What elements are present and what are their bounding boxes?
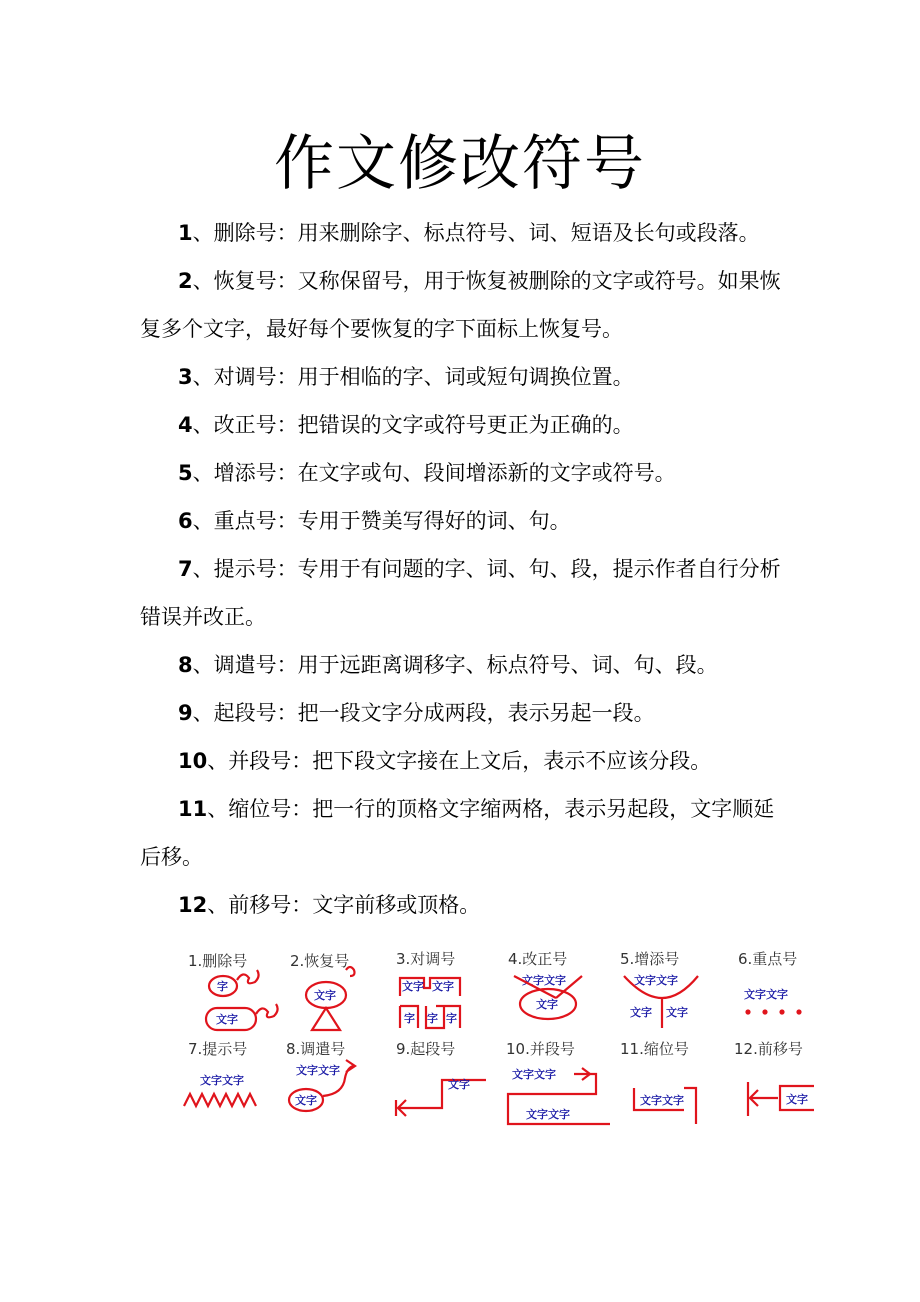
list-item: [140, 785, 790, 881]
symbol-label: 1.删除号: [188, 952, 248, 970]
item-number: 8: [178, 653, 193, 677]
indent-mark-icon: [634, 1088, 696, 1124]
sample-word: 文字: [314, 989, 336, 1002]
swap-mark-icon: [400, 978, 460, 1028]
sample-word: 文字文字: [522, 974, 566, 987]
list-item: [140, 353, 790, 401]
symbol-label: 11.缩位号: [620, 1040, 689, 1058]
list-item: [140, 449, 790, 497]
sample-word: 文字文字: [296, 1064, 340, 1077]
symbol-label: 12.前移号: [734, 1040, 803, 1058]
item-text: 、删除号：用来删除字、标点符号、词、短语及长句或段落。: [192, 221, 760, 245]
item-number: 1: [178, 221, 193, 245]
emphasis-mark-icon: [744, 987, 802, 1015]
insert-mark-icon: [624, 973, 698, 1028]
sample-word: 文字: [786, 1093, 808, 1106]
item-text: 、前移号：文字前移或顶格。: [207, 893, 481, 917]
symbol-label: 4.改正号: [508, 950, 568, 968]
correction-symbols-figure: [178, 940, 823, 1140]
list-item: [140, 737, 790, 785]
sample-word: 文字: [432, 980, 454, 993]
item-text: 、提示号：专用于有问题的字、词、句、段，提示作者自行分析错误并改正。: [140, 557, 781, 629]
correct-mark-icon: [514, 973, 582, 1019]
item-number: 9: [178, 701, 193, 725]
sample-word: 文字文字: [744, 988, 788, 1001]
sample-word: 字: [404, 1012, 415, 1025]
symbol-label: 10.并段号: [506, 1040, 575, 1058]
item-number: 3: [178, 365, 193, 389]
symbol-label: 9.起段号: [396, 1040, 456, 1058]
item-number: 12: [178, 893, 208, 917]
item-text: 、改正号：把错误的文字或符号更正为正确的。: [192, 413, 634, 437]
sample-word: 文字: [448, 1078, 470, 1091]
item-number: 6: [178, 509, 193, 533]
sample-word: 文字文字: [640, 1094, 684, 1107]
symbol-label: 2.恢复号: [290, 952, 350, 970]
symbol-label: 5.增添号: [620, 950, 680, 968]
sample-word: 字: [217, 980, 228, 993]
item-number: 7: [178, 557, 193, 581]
item-text: 、缩位号：把一行的顶格文字缩两格，表示另起段，文字顺延后移。: [140, 797, 775, 869]
symbol-label: 6.重点号: [738, 950, 798, 968]
symbol-label: 8.调遣号: [286, 1040, 346, 1058]
sample-word: 文字文字: [634, 974, 678, 987]
sample-word: 文字文字: [526, 1108, 570, 1121]
item-text: 、恢复号：又称保留号，用于恢复被删除的文字或符号。如果恢复多个文字，最好每个要恢复的字下面标上恢复号。: [140, 269, 781, 341]
item-text: 、调遣号：用于远距离调移字、标点符号、词、句、段。: [192, 653, 718, 677]
sample-word: 文字: [216, 1013, 238, 1026]
new-paragraph-mark-icon: [396, 1077, 486, 1116]
symbol-label: 3.对调号: [396, 950, 456, 968]
sample-word: 文字: [402, 980, 424, 993]
list-item: [140, 881, 790, 929]
item-text: 、对调号：用于相临的字、词或短句调换位置。: [192, 365, 634, 389]
delete-mark-icon: [206, 970, 278, 1030]
item-number: 11: [178, 797, 208, 821]
page-title: 作文修改符号: [274, 129, 646, 199]
list-item: [140, 497, 790, 545]
item-text: 、起段号：把一段文字分成两段，表示另起一段。: [192, 701, 655, 725]
item-number: 4: [178, 413, 193, 437]
sample-word: 文字文字: [200, 1074, 244, 1087]
list-item: [140, 209, 790, 257]
sample-word: 文字文字: [512, 1068, 556, 1081]
move-mark-icon: [289, 1060, 355, 1111]
symbol-label: 7.提示号: [188, 1040, 248, 1058]
item-text: 、并段号：把下段文字接在上文后，表示不应该分段。: [207, 749, 712, 773]
list-item: [140, 257, 790, 353]
list-item: [140, 401, 790, 449]
list-item: [140, 641, 790, 689]
hint-mark-icon: [184, 1073, 256, 1106]
sample-word: 文字: [666, 1006, 688, 1019]
sample-word: 字: [446, 1012, 457, 1025]
list-item: [140, 545, 790, 641]
restore-mark-icon: [306, 967, 355, 1030]
item-number: 10: [178, 749, 208, 773]
item-text: 、重点号：专用于赞美写得好的词、句。: [192, 509, 571, 533]
sample-word: 字: [427, 1012, 438, 1025]
list-item: [140, 689, 790, 737]
move-forward-mark-icon: [748, 1082, 814, 1116]
sample-word: 文字: [536, 998, 558, 1011]
merge-paragraph-mark-icon: [508, 1067, 610, 1124]
item-text: 、增添号：在文字或句、段间增添新的文字或符号。: [192, 461, 676, 485]
item-number: 5: [178, 461, 193, 485]
sample-word: 文字: [630, 1006, 652, 1019]
item-number: 2: [178, 269, 193, 293]
sample-word: 文字: [295, 1094, 317, 1107]
